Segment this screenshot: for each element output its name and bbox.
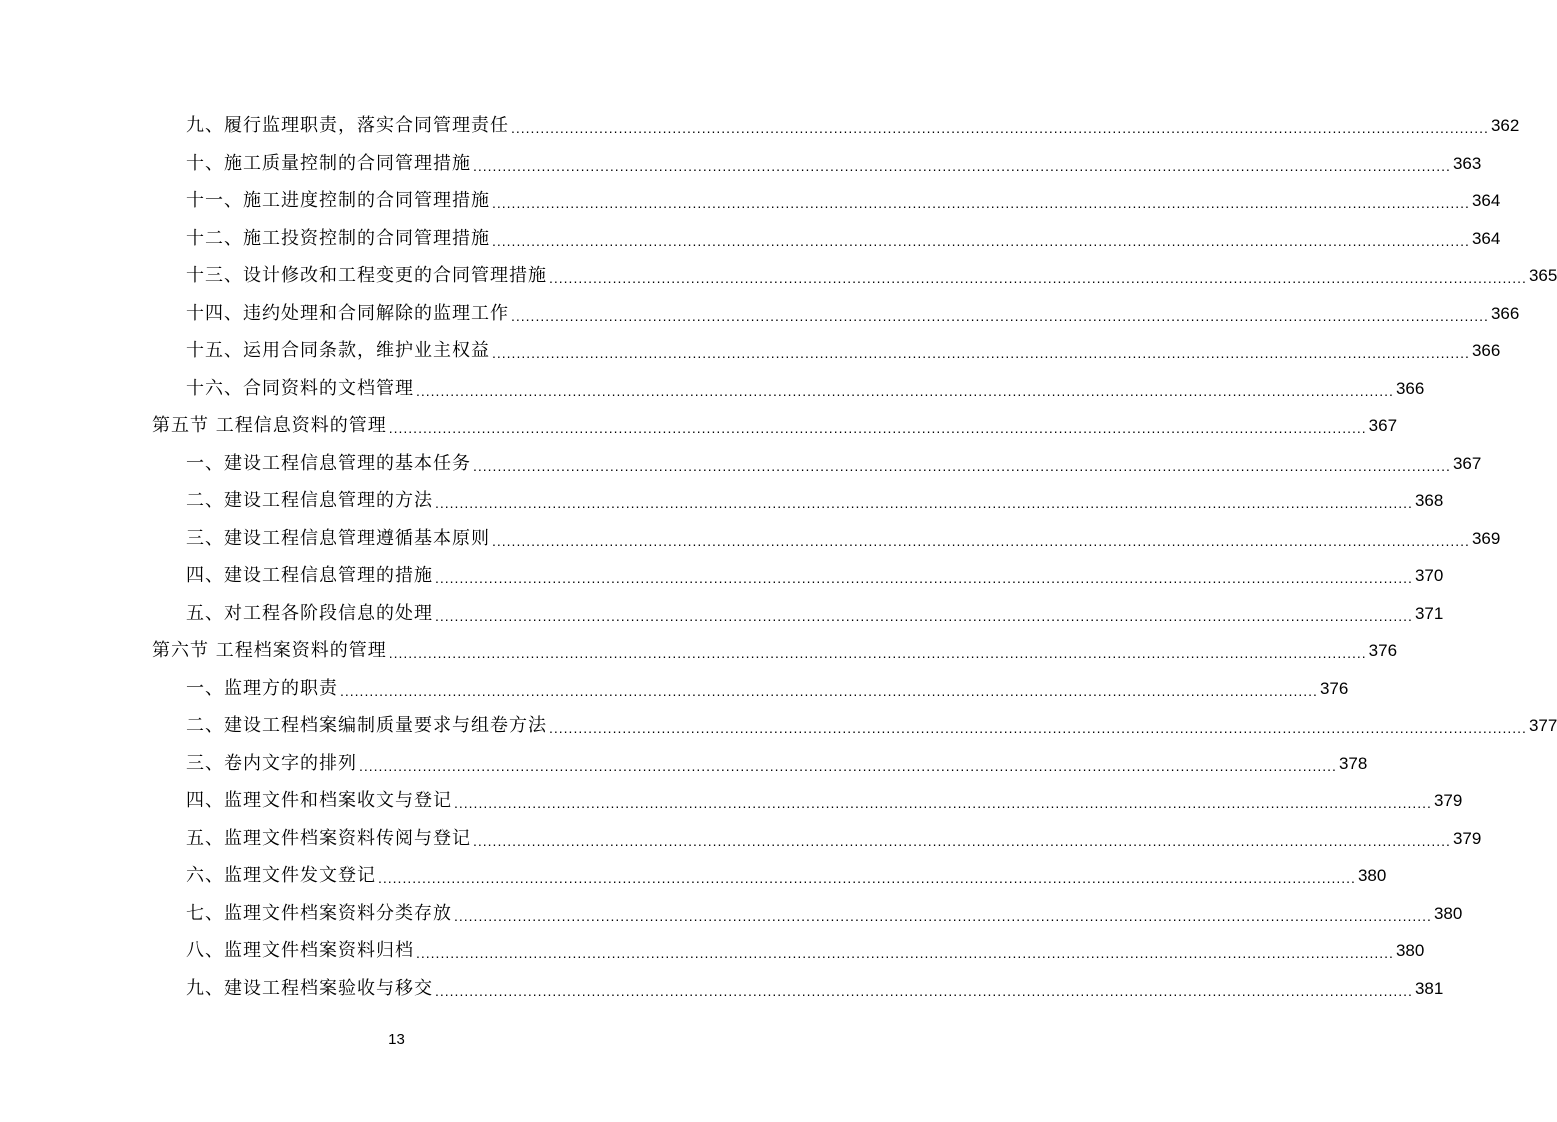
toc-entry[interactable]: [0, 814, 1482, 851]
toc-entry[interactable]: [0, 176, 1501, 213]
toc-dot-leader: ........................................................................................................................................................................................................: [492, 232, 1470, 249]
toc-entry-title: 四、建设工程信息管理的措施: [186, 565, 433, 586]
toc-entry[interactable]: [0, 476, 1444, 513]
toc-entry-page: 370: [1414, 566, 1444, 585]
toc-entry[interactable]: [0, 514, 1501, 551]
toc-entry[interactable]: [0, 851, 1387, 888]
toc-entry-page: 379: [1433, 791, 1463, 810]
toc-entry-title: 十、施工质量控制的合同管理措施: [186, 152, 471, 174]
toc-entry-title: 五、监理文件档案资料传阅与登记: [186, 827, 471, 849]
toc-entry-title: 十三、设计修改和工程变更的合同管理措施: [186, 265, 547, 286]
toc-dot-leader: ........................................................................................................................................................................................................: [549, 720, 1527, 736]
toc-entry-page: 379: [1452, 828, 1482, 848]
toc-dot-leader: ........................................................................................................................................................................................................: [388, 420, 1367, 436]
toc-entry[interactable]: [0, 101, 1520, 138]
toc-entry-title: 九、建设工程档案验收与移交: [186, 977, 433, 999]
toc-entry[interactable]: [0, 889, 1463, 926]
toc-entry-title: 四、监理文件和档案收文与登记: [186, 790, 452, 811]
toc-dot-leader: ........................................................................................................................................................................................................: [435, 570, 1413, 586]
toc-dot-leader: ........................................................................................................................................................................................................: [454, 907, 1432, 924]
toc-entry-page: 376: [1368, 641, 1398, 660]
toc-entry[interactable]: [0, 289, 1520, 326]
toc-dot-leader: ........................................................................................................................................................................................................: [340, 682, 1318, 699]
toc-entry-title: 八、监理文件档案资料归档: [186, 940, 414, 961]
toc-entry[interactable]: [0, 964, 1444, 1001]
toc-dot-leader: ........................................................................................................................................................................................................: [378, 870, 1356, 886]
toc-dot-leader: ........................................................................................................................................................................................................: [492, 195, 1470, 211]
toc-entry-title: 十四、违约处理和合同解除的监理工作: [186, 302, 509, 324]
toc-entry-title: 一、建设工程信息管理的基本任务: [186, 452, 471, 474]
toc-entry[interactable]: [0, 326, 1501, 363]
toc-dot-leader: ........................................................................................................................................................................................................: [416, 382, 1394, 399]
toc-entry-page: 365: [1528, 266, 1557, 285]
toc-entry-page: 380: [1357, 866, 1387, 885]
toc-entry[interactable]: [0, 589, 1444, 626]
toc-entry[interactable]: [0, 776, 1463, 813]
toc-entry[interactable]: [0, 139, 1482, 176]
toc-section-entry[interactable]: [0, 401, 1398, 438]
toc-entry-page: 381: [1414, 978, 1444, 998]
toc-dot-leader: ........................................................................................................................................................................................................: [549, 270, 1527, 286]
toc-dot-leader: ........................................................................................................................................................................................................: [473, 157, 1451, 174]
toc-entry[interactable]: [0, 926, 1425, 963]
toc-section-entry[interactable]: [0, 626, 1398, 663]
toc-entry[interactable]: [0, 664, 1349, 701]
toc-entry-title: 二、建设工程档案编制质量要求与组卷方法: [186, 715, 547, 736]
toc-dot-leader: ........................................................................................................................................................................................................: [473, 832, 1451, 849]
toc-entry-page: 368: [1414, 491, 1444, 510]
toc-dot-leader: ........................................................................................................................................................................................................: [435, 495, 1413, 511]
toc-entry-page: 366: [1395, 378, 1425, 398]
toc-dot-leader: ........................................................................................................................................................................................................: [511, 307, 1489, 324]
toc-dot-leader: ........................................................................................................................................................................................................: [492, 345, 1470, 361]
toc-entry-title: 十二、施工投资控制的合同管理措施: [186, 227, 490, 249]
toc-dot-leader: ........................................................................................................................................................................................................: [435, 607, 1413, 624]
toc-entry-title: 第五节 工程信息资料的管理: [152, 415, 387, 436]
page-number: 13: [388, 1031, 405, 1048]
toc-dot-leader: ........................................................................................................................................................................................................: [388, 645, 1367, 661]
toc-entry-page: 362: [1490, 116, 1520, 135]
toc-entry-title: 一、监理方的职责: [186, 677, 338, 699]
toc-entry-page: 369: [1471, 528, 1501, 548]
toc-entry[interactable]: [0, 251, 1557, 288]
toc-entry[interactable]: [0, 214, 1501, 251]
toc-entry-title: 六、监理文件发文登记: [186, 865, 376, 886]
toc-entry-page: 367: [1452, 453, 1482, 473]
toc-entry[interactable]: [0, 439, 1482, 476]
toc-entry-page: 377: [1528, 716, 1557, 735]
toc-dot-leader: ........................................................................................................................................................................................................: [492, 532, 1470, 549]
toc-entry-page: 371: [1414, 603, 1444, 623]
toc-entry-title: 第六节 工程档案资料的管理: [152, 640, 387, 661]
toc-entry-page: 364: [1471, 191, 1501, 210]
toc-entry-title: 三、卷内文字的排列: [186, 752, 357, 774]
toc-dot-leader: ........................................................................................................................................................................................................: [454, 795, 1432, 811]
toc-dot-leader: ........................................................................................................................................................................................................: [511, 120, 1489, 136]
toc-entry[interactable]: [0, 701, 1557, 738]
toc-entry-page: 380: [1433, 903, 1463, 923]
toc-dot-leader: ........................................................................................................................................................................................................: [435, 982, 1413, 999]
toc-entry[interactable]: [0, 739, 1368, 776]
toc-entry-page: 376: [1319, 678, 1349, 698]
toc-dot-leader: ........................................................................................................................................................................................................: [359, 757, 1337, 774]
toc-entry-page: 363: [1452, 153, 1482, 173]
toc-entry-page: 364: [1471, 228, 1501, 248]
toc-entry-title: 七、监理文件档案资料分类存放: [186, 902, 452, 924]
toc-entry-page: 380: [1395, 941, 1425, 960]
toc-entry-title: 二、建设工程信息管理的方法: [186, 490, 433, 511]
toc-entry-page: 367: [1368, 416, 1398, 435]
toc-entry[interactable]: [0, 364, 1425, 401]
toc-entry-title: 十一、施工进度控制的合同管理措施: [186, 190, 490, 211]
toc-entry-title: 三、建设工程信息管理遵循基本原则: [186, 527, 490, 549]
toc-entry-title: 十五、运用合同条款，维护业主权益: [186, 340, 490, 361]
toc-entry-page: 378: [1338, 753, 1368, 773]
toc-entry-page: 366: [1490, 303, 1520, 323]
toc-entry-title: 九、履行监理职责，落实合同管理责任: [186, 115, 509, 136]
toc-entry-page: 366: [1471, 341, 1501, 360]
toc-dot-leader: ........................................................................................................................................................................................................: [473, 457, 1451, 474]
toc-dot-leader: ........................................................................................................................................................................................................: [416, 945, 1394, 961]
toc-entry-title: 十六、合同资料的文档管理: [186, 377, 414, 399]
toc-entry-title: 五、对工程各阶段信息的处理: [186, 602, 433, 624]
toc-entry[interactable]: [0, 551, 1444, 588]
